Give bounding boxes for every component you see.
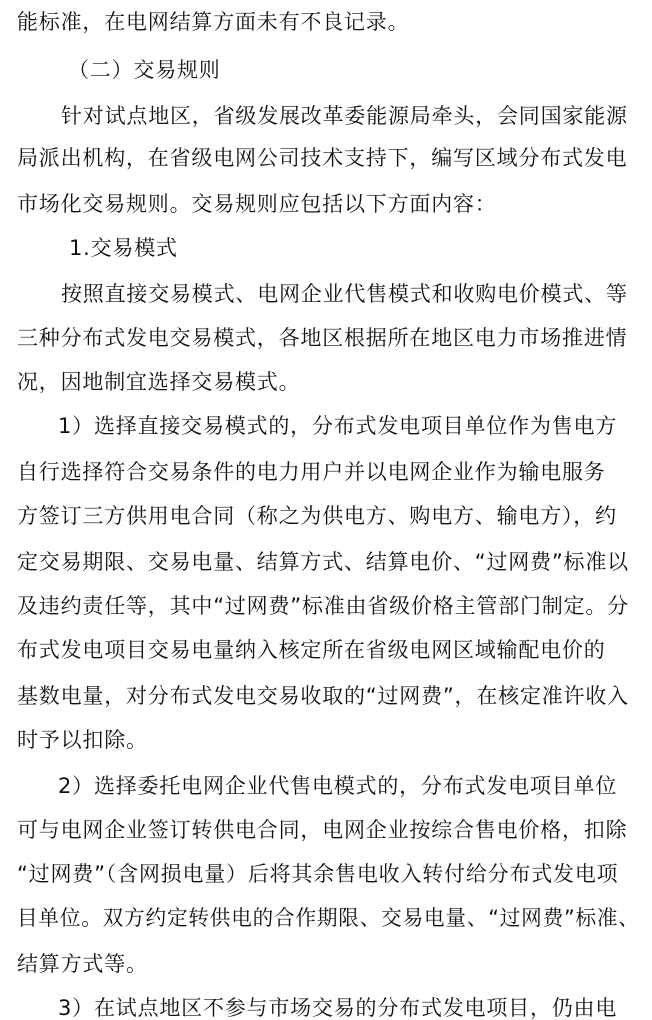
text-line: 可与电网企业签订转供电合同，电网企业按综合售电价格，扣除 (17, 818, 628, 842)
text-line: 结算方式等。 (17, 952, 148, 976)
text-line: 市场化交易规则。交易规则应包括以下方面内容： (17, 192, 497, 216)
text-line: 布式发电项目交易电量纳入核定所在省级电网区域输配电价的 (17, 638, 606, 662)
text-line: 能标准，在电网结算方面未有不良记录。 (17, 10, 410, 34)
text-line: 自行选择符合交易条件的电力用户并以电网企业作为输电服务 (17, 460, 606, 484)
section-heading: （二）交易规则 (68, 58, 221, 82)
text-line: 时予以扣除。 (17, 728, 148, 752)
subsection-heading: 1.交易模式 (69, 236, 178, 260)
text-line: 及违约责任等，其中“过网费”标准由省级价格主管部门制定。分 (17, 594, 629, 618)
text-line: “过网费”（含网损电量）后将其余售电收入转付给分布式发电项 (17, 862, 619, 886)
text-line: 定交易期限、交易电量、结算方式、结算电价、“过网费”标准以 (17, 550, 629, 574)
text-line: 局派出机构，在省级电网公司技术支持下，编写区域分布式发电 (17, 146, 628, 170)
text-line: 方签订三方供用电合同（称之为供电方、购电方、输电方），约 (17, 504, 617, 528)
text-line: 基数电量，对分布式发电交易收取的“过网费”，在核定准许收入 (17, 684, 629, 708)
list-item: 3）在试点地区不参与市场交易的分布式发电项目，仍由电 (58, 996, 618, 1020)
text-line: 目单位。双方约定转供电的合作期限、交易电量、“过网费”标准、 (17, 906, 640, 930)
text-line: 按照直接交易模式、电网企业代售模式和收购电价模式、等 (61, 282, 628, 306)
text-line: 三种分布式发电交易模式，各地区根据所在地区电力市场推进情 (17, 326, 628, 350)
text-line: 针对试点地区，省级发展改革委能源局牵头，会同国家能源 (61, 104, 628, 128)
list-item: 1）选择直接交易模式的，分布式发电项目单位作为售电方 (58, 414, 618, 438)
text-line: 况，因地制宜选择交易模式。 (17, 370, 301, 394)
list-item: 2）选择委托电网企业代售电模式的，分布式发电项目单位 (58, 774, 618, 798)
